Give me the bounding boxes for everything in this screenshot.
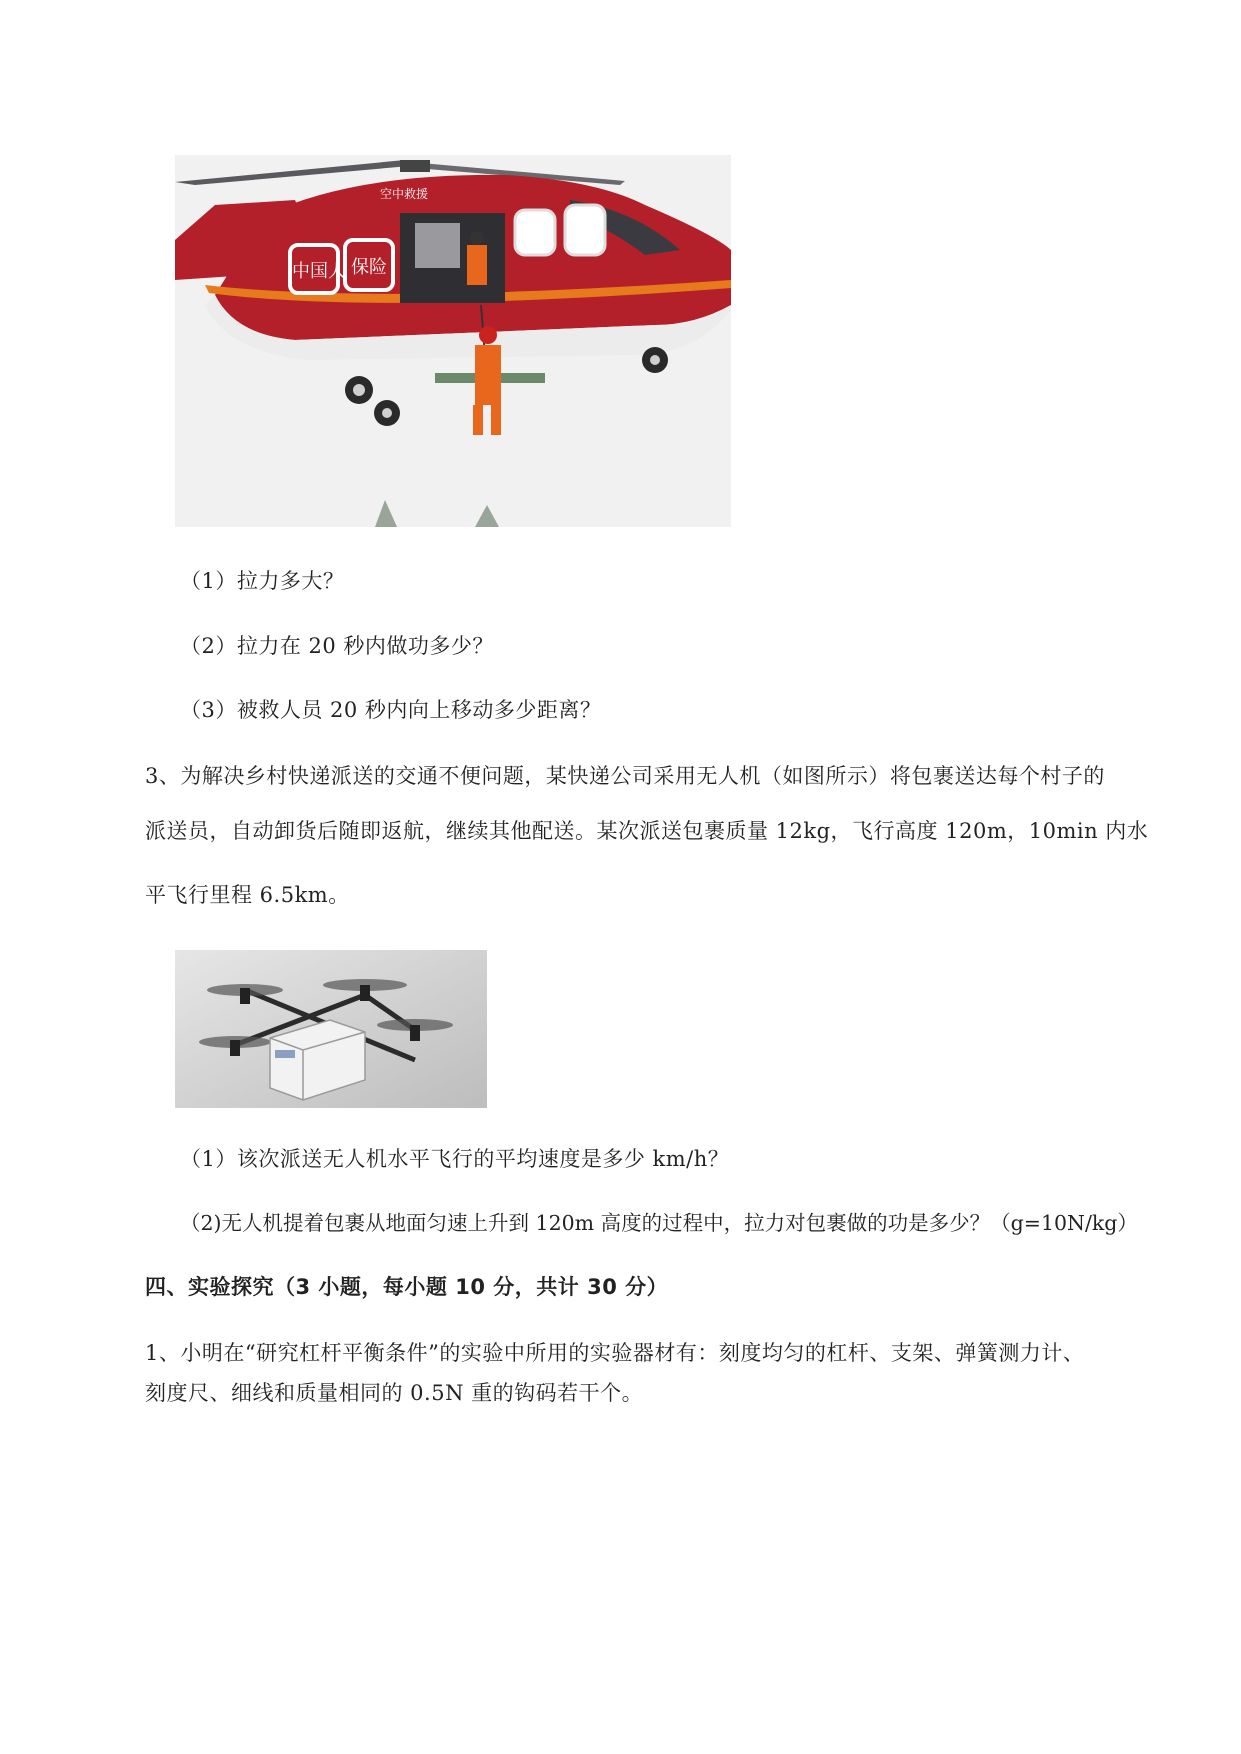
helicopter-rescue-photo — [175, 155, 731, 527]
helicopter-logo-text-3: 空中救援 — [380, 187, 429, 201]
exp1-line2: 刻度尺、细线和质量相同的 0.5N 重的钩码若干个。 — [145, 1381, 644, 1405]
delivery-drone-photo — [175, 950, 487, 1108]
helicopter-logo-text-1: 中国人 — [292, 261, 346, 282]
q3-sub2: （2)无人机提着包裹从地面匀速上升到 120m 高度的过程中，拉力对包裹做的功是多少？（g=10N/kg） — [180, 1211, 1138, 1235]
q3-stem-line3: 平飞行里程 6.5km。 — [145, 883, 350, 907]
q2-sub1: （1）拉力多大？ — [180, 569, 345, 593]
exp1-line1: 1、小明在“研究杠杆平衡条件”的实验中所用的实验器材有：刻度均匀的杠杆、支架、弹簧测力计、 — [145, 1341, 1085, 1365]
q3-stem-line2: 派送员，自动卸货后随即返航，继续其他配送。某次派送包裹质量 12kg，飞行高度 120m，10min 内水 — [145, 819, 1149, 843]
q3-sub1: （1）该次派送无人机水平飞行的平均速度是多少 km/h？ — [180, 1147, 730, 1171]
helicopter-logo-text-2: 保险 — [351, 257, 387, 278]
section-heading: 四、实验探究（3 小题，每小题 10 分，共计 30 分） — [145, 1275, 669, 1299]
q2-sub3: （3）被救人员 20 秒内向上移动多少距离？ — [180, 698, 602, 722]
q3-stem-line1: 3、为解决乡村快递派送的交通不便问题，某快递公司采用无人机（如图所示）将包裹送达每个村子的 — [145, 764, 1105, 788]
q2-sub2: （2）拉力在 20 秒内做功多少？ — [180, 634, 494, 658]
